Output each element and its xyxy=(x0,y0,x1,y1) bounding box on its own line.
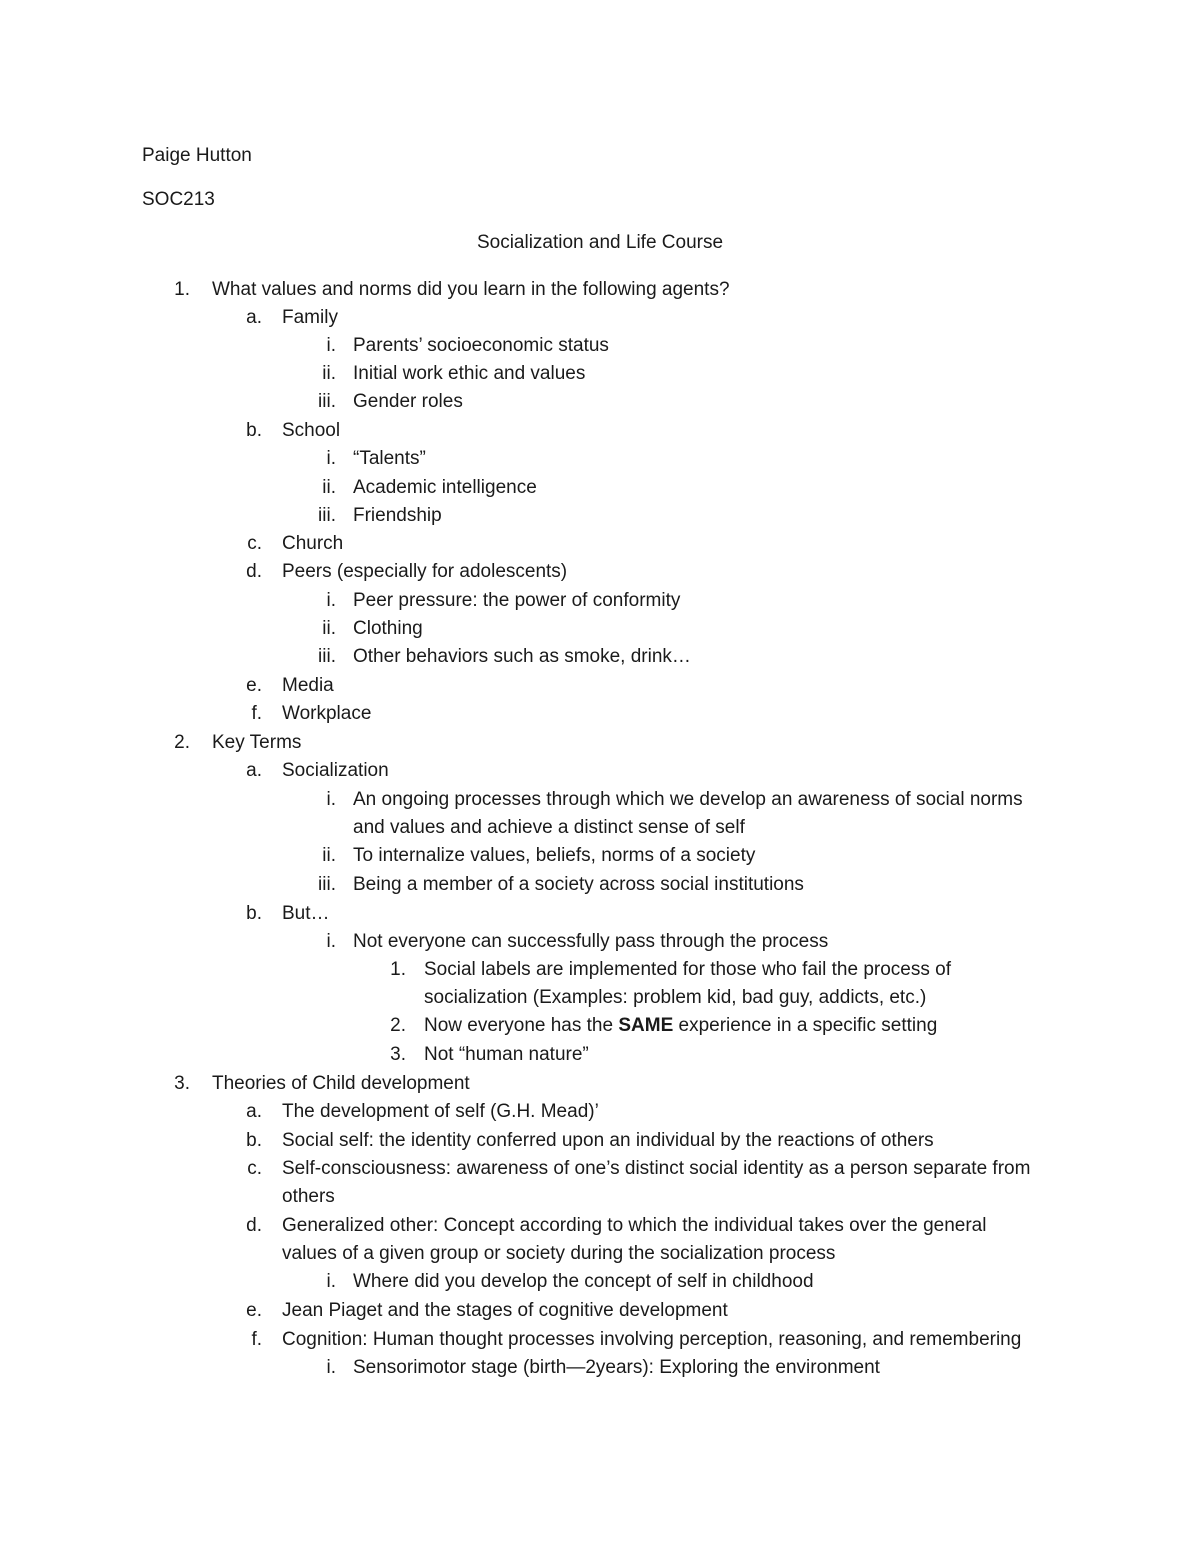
list-item: Academic intelligence xyxy=(353,477,537,498)
list-marker: ii. xyxy=(322,477,336,498)
list-item: Key Terms xyxy=(212,732,302,753)
list-item: Peers (especially for adolescents) xyxy=(282,561,568,582)
list-marker: iii. xyxy=(318,505,336,526)
list-marker: c. xyxy=(247,533,262,554)
list-marker: 3. xyxy=(174,1073,190,1094)
list-item-continuation: values of a given group or society during the socialization process xyxy=(282,1243,836,1264)
list-item: Social self: the identity conferred upon an individual by the reactions of others xyxy=(282,1130,934,1151)
emphasis-text: SAME xyxy=(618,1015,674,1036)
list-marker: a. xyxy=(246,760,262,781)
list-marker: e. xyxy=(246,1300,262,1321)
list-item: Family xyxy=(282,307,338,328)
list-marker: f. xyxy=(251,1329,262,1350)
list-marker: iii. xyxy=(318,391,336,412)
author-name: Paige Hutton xyxy=(142,145,252,166)
list-item: But… xyxy=(282,903,330,924)
list-marker: d. xyxy=(246,1215,262,1236)
list-item-continuation: and values and achieve a distinct sense of self xyxy=(353,817,745,838)
list-marker: 1. xyxy=(390,959,406,980)
list-item: Social labels are implemented for those who fail the process of xyxy=(424,959,951,980)
list-marker: ii. xyxy=(322,845,336,866)
list-marker: b. xyxy=(246,420,262,441)
list-item: Media xyxy=(282,675,334,696)
list-item-text: Now everyone has the xyxy=(424,1015,619,1036)
list-item: Initial work ethic and values xyxy=(353,363,586,384)
list-item: Gender roles xyxy=(353,391,463,412)
list-item: Self-consciousness: awareness of one’s distinct social identity as a person separate from xyxy=(282,1158,1031,1179)
list-item: To internalize values, beliefs, norms of a society xyxy=(353,845,756,866)
list-item: Where did you develop the concept of self in childhood xyxy=(353,1271,814,1292)
list-marker: i. xyxy=(326,448,336,469)
list-item: Generalized other: Concept according to which the individual takes over the general xyxy=(282,1215,987,1236)
list-marker: ii. xyxy=(322,618,336,639)
document-title: Socialization and Life Course xyxy=(476,232,724,253)
list-item: The development of self (G.H. Mead)’ xyxy=(282,1101,599,1122)
list-marker: d. xyxy=(246,561,262,582)
list-marker: e. xyxy=(246,675,262,696)
list-item: Other behaviors such as smoke, drink… xyxy=(353,646,691,667)
list-item: Cognition: Human thought processes involving perception, reasoning, and remembering xyxy=(282,1329,1022,1350)
list-item: Jean Piaget and the stages of cognitive development xyxy=(282,1300,728,1321)
list-marker: c. xyxy=(247,1158,262,1179)
list-marker: b. xyxy=(246,903,262,924)
list-marker: i. xyxy=(326,590,336,611)
list-item: Sensorimotor stage (birth—2years): Exploring the environment xyxy=(353,1357,880,1378)
list-item: Peer pressure: the power of conformity xyxy=(353,590,681,611)
list-marker: f. xyxy=(251,703,262,724)
list-item xyxy=(424,1012,937,1040)
list-item: Parents’ socioeconomic status xyxy=(353,335,609,356)
list-item: Not everyone can successfully pass through the process xyxy=(353,931,829,952)
list-marker: 3. xyxy=(390,1044,406,1065)
list-marker: a. xyxy=(246,307,262,328)
list-item: Socialization xyxy=(282,760,389,781)
list-item-continuation: socialization (Examples: problem kid, bad guy, addicts, etc.) xyxy=(424,987,927,1008)
list-item: Theories of Child development xyxy=(212,1073,470,1094)
course-code: SOC213 xyxy=(142,189,215,210)
list-item-continuation: others xyxy=(282,1186,335,1207)
list-marker: i. xyxy=(326,789,336,810)
list-marker: i. xyxy=(326,1357,336,1378)
list-marker: b. xyxy=(246,1130,262,1151)
list-marker: 1. xyxy=(174,279,190,300)
list-marker: i. xyxy=(326,1271,336,1292)
list-item: “Talents” xyxy=(353,448,426,469)
list-item-text: experience in a specific setting xyxy=(673,1015,938,1036)
list-item: Not “human nature” xyxy=(424,1044,589,1065)
list-marker: a. xyxy=(246,1101,262,1122)
list-item: Clothing xyxy=(353,618,423,639)
list-item: School xyxy=(282,420,341,441)
list-marker: iii. xyxy=(318,646,336,667)
list-marker: i. xyxy=(326,931,336,952)
list-marker: 2. xyxy=(174,732,190,753)
list-item: Friendship xyxy=(353,505,442,526)
list-item: What values and norms did you learn in the following agents? xyxy=(212,279,730,300)
list-item: An ongoing processes through which we develop an awareness of social norms xyxy=(353,789,1023,810)
list-marker: 2. xyxy=(390,1015,406,1036)
list-item: Church xyxy=(282,533,344,554)
list-marker: ii. xyxy=(322,363,336,384)
list-item: Being a member of a society across social institutions xyxy=(353,874,804,895)
list-marker: i. xyxy=(326,335,336,356)
list-item: Workplace xyxy=(282,703,372,724)
list-marker: iii. xyxy=(318,874,336,895)
